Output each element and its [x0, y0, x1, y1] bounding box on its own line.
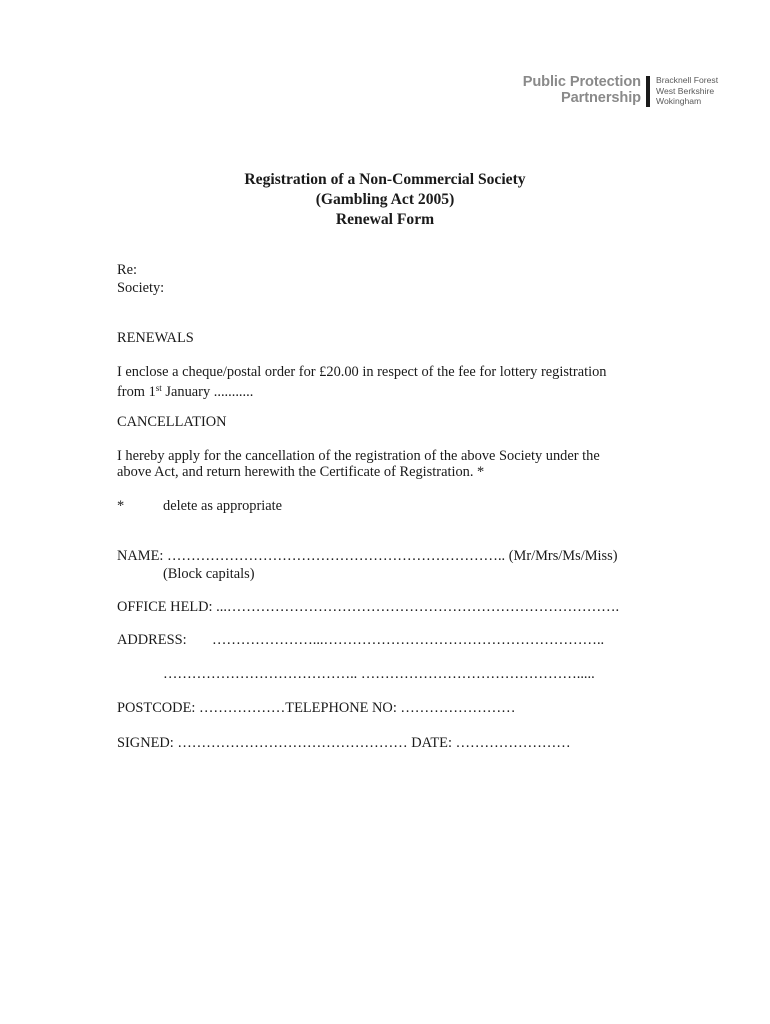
name-field[interactable]: NAME: …………………………………………………………….. (Mr/Mrs/Ms/Miss) — [117, 548, 618, 564]
logo-area-wokingham: Wokingham — [656, 96, 702, 107]
logo-area-west-berkshire: West Berkshire — [656, 85, 715, 96]
renewals-text-superscript: st — [155, 383, 162, 393]
footnote-text: delete as appropriate — [163, 498, 283, 514]
postcode-telephone-field[interactable]: POSTCODE: ………………TELEPHONE NO: …………………… — [117, 700, 516, 716]
renewals-text-line-1: I enclose a cheque/postal order for £20.00 in respect of the fee for lottery registration — [117, 364, 607, 380]
address-field-line-1[interactable]: …………………...………………………………………………….. — [212, 632, 605, 648]
title-line-3: Renewal Form — [335, 211, 435, 228]
address-label: ADDRESS: — [117, 632, 187, 648]
block-capitals-note: (Block capitals) — [163, 566, 255, 582]
renewals-text-prefix: from 1 — [117, 384, 156, 400]
office-held-field[interactable]: OFFICE HELD: ...………………………………………………………………………. — [117, 599, 620, 615]
renewals-text-line-2 — [117, 380, 253, 401]
re-label: Re: — [117, 262, 137, 278]
form-title — [0, 170, 770, 230]
logo-wordmark — [523, 74, 641, 106]
society-label: Society: — [117, 280, 165, 296]
logo-area-bracknell: Bracknell Forest — [656, 75, 719, 85]
title-line-1: Registration of a Non-Commercial Society — [244, 171, 526, 188]
renewals-text-suffix: January ........... — [161, 384, 254, 400]
cancellation-text-line-2: above Act, and return herewith the Certificate of Registration. * — [117, 464, 485, 480]
title-line-2: (Gambling Act 2005) — [315, 191, 455, 208]
public-protection-partnership-logo — [511, 74, 726, 108]
signed-date-field[interactable]: SIGNED: ………………………………………… DATE: …………………… — [117, 735, 571, 751]
address-field-line-2[interactable]: ………………………………….. ………………………………………..... — [163, 666, 595, 682]
footnote-marker: * — [117, 498, 125, 514]
logo-areas — [656, 75, 718, 107]
logo-divider-bar — [646, 76, 650, 107]
cancellation-text-line-1: I hereby apply for the cancellation of the registration of the above Society under the — [117, 448, 600, 464]
renewals-heading: RENEWALS — [117, 330, 194, 346]
cancellation-heading: CANCELLATION — [117, 414, 227, 430]
logo-line-2: Partnership — [561, 90, 641, 106]
logo-line-1: Public Protection — [522, 74, 641, 90]
